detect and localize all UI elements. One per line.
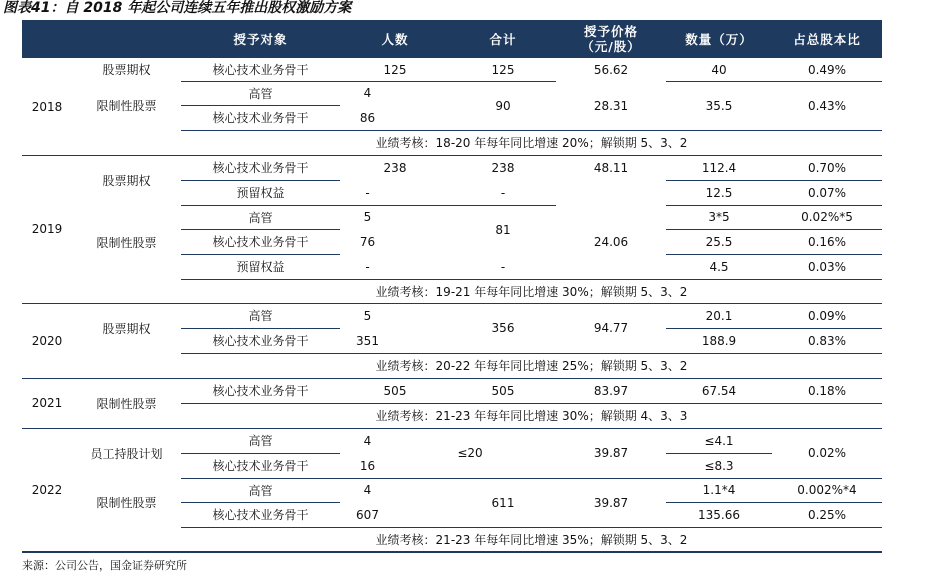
quantity-cell: 4.5 xyxy=(709,259,729,274)
total-cell: 611 xyxy=(491,495,515,510)
total-cell: ≤20 xyxy=(457,446,483,460)
total-cell: 505 xyxy=(491,383,515,398)
target-cell: 高管 xyxy=(248,434,273,448)
total-cell: 125 xyxy=(491,62,515,77)
quantity-cell: 135.66 xyxy=(698,507,740,522)
header-cell-target xyxy=(181,20,340,58)
type-cell: 限制性股票 xyxy=(96,396,157,411)
year-2022: 2022 xyxy=(31,482,63,497)
ratio-cell: 0.16% xyxy=(807,234,847,249)
ratio-cell: 0.03% xyxy=(807,259,847,274)
header-label-ratio: 占总股本比 xyxy=(793,31,861,47)
quantity-cell: ≤4.1 xyxy=(704,433,734,448)
count-cell: 351 xyxy=(356,333,379,348)
ratio-cell: 0.43% xyxy=(807,98,847,113)
header-cell-price xyxy=(556,20,666,58)
ratio-cell: 0.09% xyxy=(807,308,847,323)
ratio-cell: 0.07% xyxy=(807,185,847,200)
ratio-cell: 0.18% xyxy=(807,383,847,398)
total-cell: 238 xyxy=(491,160,515,175)
quantity-cell: ≤8.3 xyxy=(704,458,734,473)
count-cell: 607 xyxy=(356,507,379,522)
total-cell: 90 xyxy=(495,98,511,113)
quantity-cell: 35.5 xyxy=(705,98,733,113)
count-cell: - xyxy=(365,259,370,274)
quantity-cell: 25.5 xyxy=(705,234,733,249)
quantity-cell: 1.1*4 xyxy=(702,483,736,497)
header-label-price-unit: （元/股） xyxy=(581,39,641,54)
type-cell: 股票期权 xyxy=(102,173,151,188)
header-cell-ratio xyxy=(772,20,882,58)
price-cell: 83.97 xyxy=(593,383,629,398)
ratio-cell: 0.25% xyxy=(807,507,847,522)
assessment-row: 业绩考核：19-21 年每年同比增速 30%；解锁期 5、3、2 xyxy=(375,284,688,299)
header-label-target: 授予对象 xyxy=(233,31,288,47)
count-cell: 16 xyxy=(359,458,376,473)
ratio-cell: 0.02%*5 xyxy=(801,210,853,224)
count-cell: 505 xyxy=(383,383,407,398)
ratio-cell: 0.83% xyxy=(807,333,847,348)
header-cell-total xyxy=(450,20,556,58)
target-cell: 核心技术业务骨干 xyxy=(212,111,309,125)
year-2018: 2018 xyxy=(31,99,63,114)
figure-title: 图表41：自 2018 年起公司连续五年推出股权激励方案 xyxy=(3,0,352,16)
type-cell: 股票期权 xyxy=(102,63,151,77)
count-cell: 238 xyxy=(383,160,407,175)
header-label-total: 合计 xyxy=(489,31,517,47)
type-cell: 股票期权 xyxy=(102,321,151,336)
count-cell: 4 xyxy=(363,86,372,100)
source-note: 来源：公司公告，国金证券研究所 xyxy=(22,559,187,572)
price-cell: 56.62 xyxy=(593,62,629,77)
price-cell: 39.87 xyxy=(593,446,629,460)
price-cell: 28.31 xyxy=(593,98,629,113)
total-cell: 81 xyxy=(495,222,511,237)
quantity-cell: 12.5 xyxy=(705,185,733,200)
target-cell: 核心技术业务骨干 xyxy=(212,235,309,249)
target-cell: 核心技术业务骨干 xyxy=(212,334,309,348)
target-cell: 预留权益 xyxy=(236,186,285,200)
header-label-count: 人数 xyxy=(381,31,409,47)
header-label-price: 授予价格 xyxy=(583,24,638,39)
quantity-cell: 40 xyxy=(711,62,727,77)
target-cell: 核心技术业务骨干 xyxy=(212,508,309,522)
target-cell: 核心技术业务骨干 xyxy=(212,459,309,473)
ratio-cell: 0.002%*4 xyxy=(797,483,857,497)
count-cell: 5 xyxy=(363,308,372,323)
assessment-row: 业绩考核：21-23 年每年同比增速 30%；解锁期 4、3、3 xyxy=(375,409,688,423)
quantity-cell: 20.1 xyxy=(705,308,733,323)
target-cell: 核心技术业务骨干 xyxy=(212,384,309,398)
year-2021: 2021 xyxy=(31,396,63,410)
header-cell-count xyxy=(340,20,450,58)
price-cell: 94.77 xyxy=(593,321,629,335)
target-cell: 高管 xyxy=(248,86,273,101)
target-cell: 高管 xyxy=(248,483,273,498)
count-cell: - xyxy=(365,185,370,200)
count-cell: 5 xyxy=(363,210,372,224)
price-cell: 48.11 xyxy=(593,160,629,175)
ratio-cell: 0.02% xyxy=(807,446,847,460)
target-cell: 高管 xyxy=(248,210,273,225)
quantity-cell: 3*5 xyxy=(708,210,730,224)
price-cell: 24.06 xyxy=(593,235,629,249)
year-2019: 2019 xyxy=(31,222,63,236)
count-cell: 4 xyxy=(363,483,372,497)
header-cell-quantity xyxy=(666,20,772,58)
count-cell: 86 xyxy=(359,110,376,125)
assessment-row: 业绩考核：18-20 年每年同比增速 20%；解锁期 5、3、2 xyxy=(375,136,688,150)
type-cell: 限制性股票 xyxy=(96,235,157,250)
target-cell: 核心技术业务骨干 xyxy=(212,161,309,175)
target-cell: 预留权益 xyxy=(236,260,285,274)
target-cell: 高管 xyxy=(248,309,273,323)
total-cell: - xyxy=(500,259,506,274)
quantity-cell: 112.4 xyxy=(701,160,737,175)
count-cell: 125 xyxy=(383,62,407,77)
header-label-quantity: 数量（万） xyxy=(685,31,753,47)
type-cell: 员工持股计划 xyxy=(90,446,163,461)
type-cell: 限制性股票 xyxy=(96,496,157,510)
quantity-cell: 188.9 xyxy=(701,333,737,348)
year-2020: 2020 xyxy=(31,333,63,348)
price-cell: 39.87 xyxy=(593,495,629,510)
total-cell: - xyxy=(500,185,506,200)
type-cell: 限制性股票 xyxy=(96,99,157,113)
assessment-row: 业绩考核：20-22 年每年同比增速 25%；解锁期 5、3、2 xyxy=(375,359,688,373)
count-cell: 4 xyxy=(363,433,372,448)
header-cell-blank-left xyxy=(22,20,181,58)
ratio-cell: 0.49% xyxy=(807,62,847,77)
quantity-cell: 67.54 xyxy=(701,383,737,398)
total-cell: 356 xyxy=(491,321,515,335)
assessment-row: 业绩考核：21-23 年每年同比增速 35%；解锁期 5、3、2 xyxy=(375,532,688,547)
count-cell: 76 xyxy=(359,234,376,249)
target-cell: 核心技术业务骨干 xyxy=(212,63,309,77)
ratio-cell: 0.70% xyxy=(807,160,847,175)
